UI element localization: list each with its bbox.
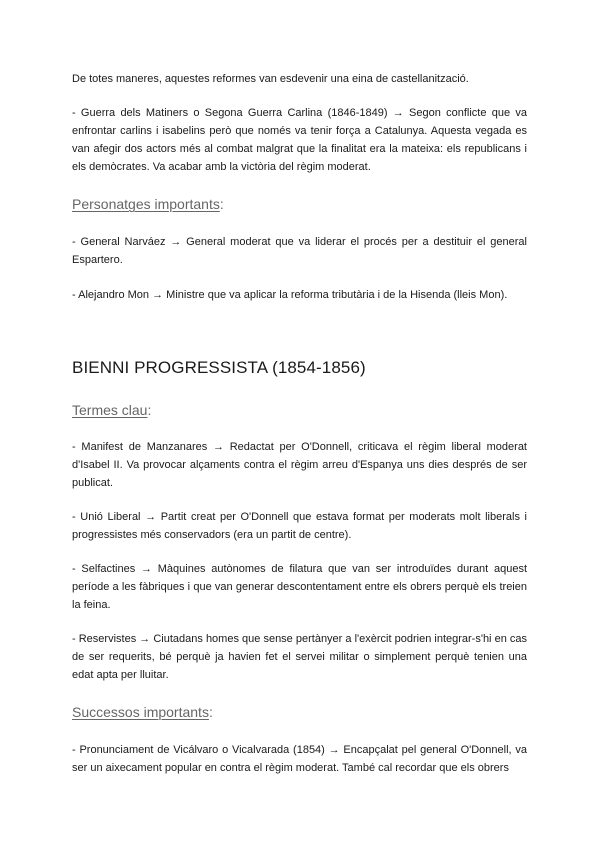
paragraph-guerra-matiners: - Guerra dels Matiners o Segona Guerra Carlina (1846-1849) → Segon conflicte que va enfrontar carlins i isabelins però que només va tenir força a Catalunya. Aquesta vegada es van afegir dos actors més al combat malgrat que la finalitat era la mateixa: els republicans i els demòcrates. Va acabar amb la victòria del règim moderat. bbox=[72, 107, 527, 173]
heading-colon: : bbox=[208, 704, 213, 720]
list-item-narvaez: - General Narváez → General moderat que va liderar el procés per a destituir el general Espartero. bbox=[72, 236, 527, 266]
paragraph-castellanitzacio: De totes maneres, aquestes reformes van esdevenir una eina de castellanització. bbox=[72, 73, 469, 85]
heading-successos-text: Successos importants bbox=[72, 704, 209, 720]
list-item-alejandro-mon: - Alejandro Mon → Ministre que va aplicar la reforma tributària i de la Hisenda (lleis Mon). bbox=[72, 289, 508, 301]
section-title-bienni-progressista: BIENNI PROGRESSISTA (1854-1856) bbox=[72, 358, 366, 377]
term-unio-liberal: - Unió Liberal → Partit creat per O'Donnell que estava format per moderats molt liberals i progressistes més conservadors (era un partit de centre). bbox=[72, 511, 527, 541]
heading-personatges-text: Personatges importants bbox=[72, 196, 220, 212]
heading-successos-importants bbox=[72, 703, 213, 721]
term-selfactines: - Selfactines → Màquines autònomes de filatura que van ser introduïdes durant aquest període a les fàbriques i que van generar descontentament entre els obrers perquè els treien la feina. bbox=[72, 563, 527, 611]
event-vicalvarada: - Pronunciament de Vicálvaro o Vicalvarada (1854) → Encapçalat pel general O'Donnell, va ser un aixecament popular en contra el règim moderat. També cal recordar que els obrers bbox=[72, 744, 527, 774]
heading-colon: : bbox=[147, 402, 152, 418]
term-reservistes: - Reservistes → Ciutadans homes que sense pertànyer a l'exèrcit podrien integrar-s'hi en cas de ser requerits, bé perquè ja havien fet el servei militar o simplement perquè tenien una edat apta per lluitar. bbox=[72, 633, 527, 681]
heading-personatges-importants bbox=[72, 195, 224, 213]
heading-colon: : bbox=[219, 196, 224, 212]
term-manifest-manzanares: - Manifest de Manzanares → Redactat per O'Donnell, criticava el règim liberal moderat d'Isabel II. Va provocar alçaments contra el règim arreu d'Espanya uns dies després de ser publicat. bbox=[72, 441, 527, 489]
heading-termes-text: Termes clau bbox=[72, 402, 148, 418]
heading-termes-clau bbox=[72, 401, 151, 419]
